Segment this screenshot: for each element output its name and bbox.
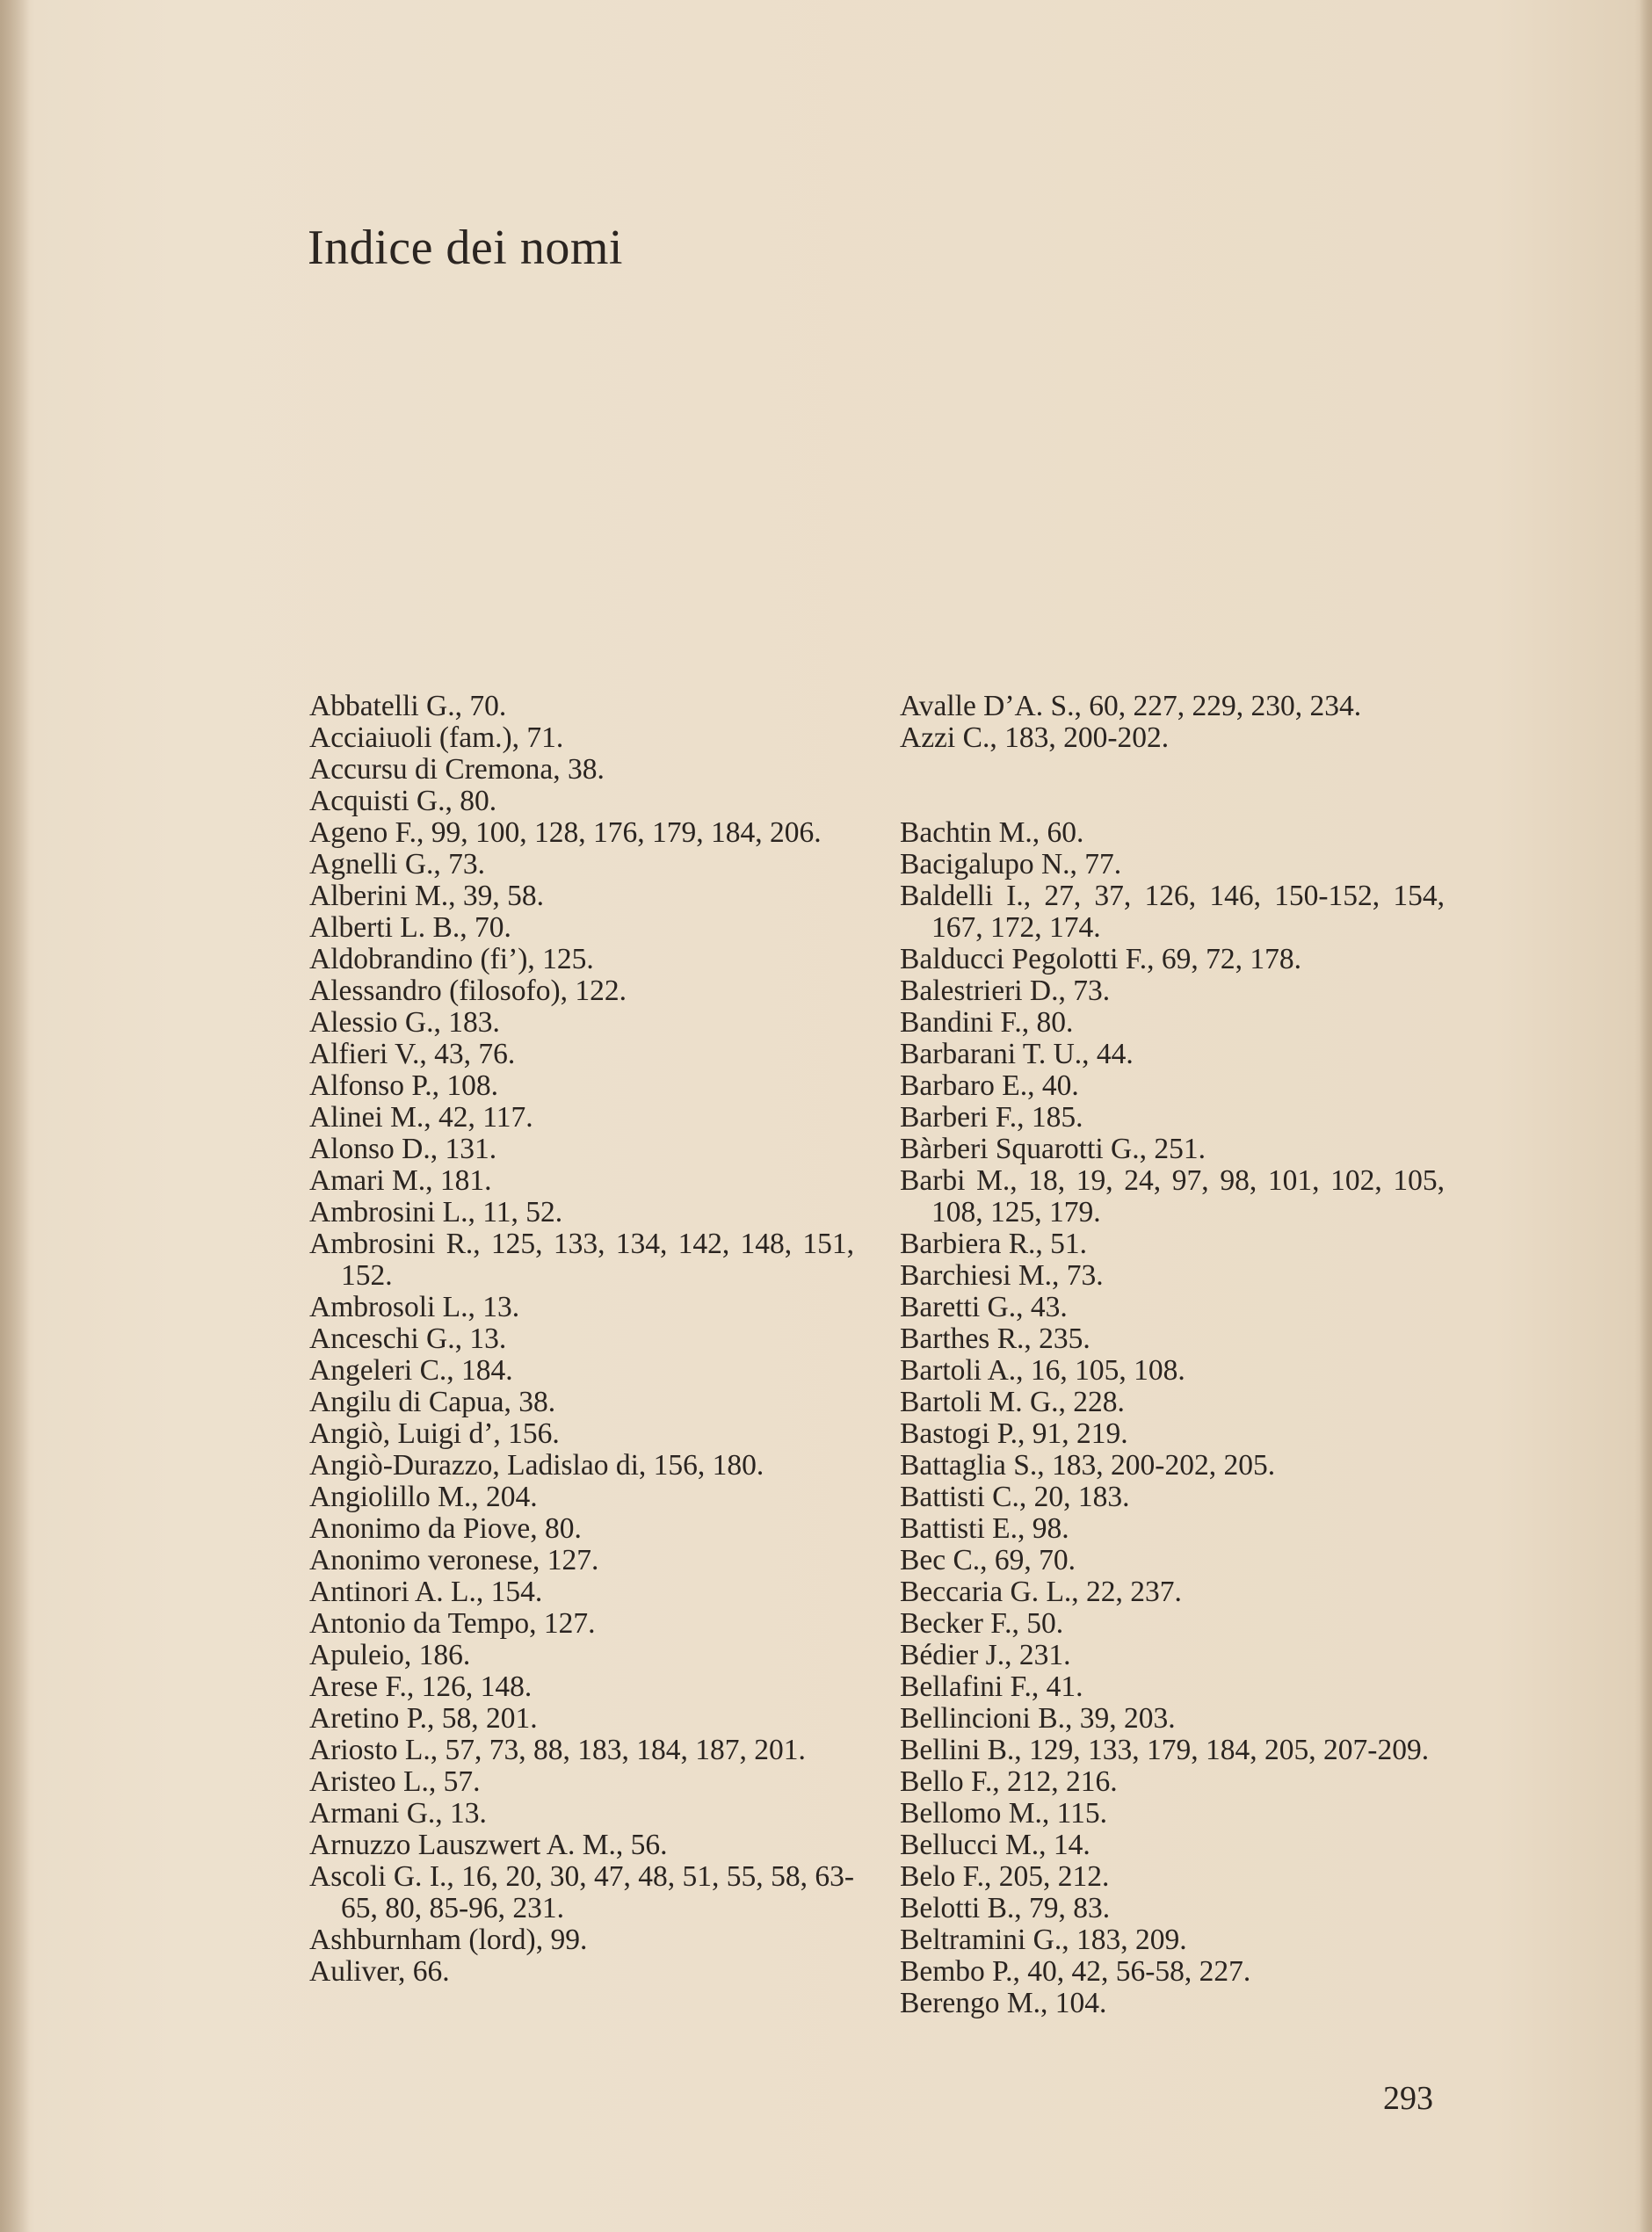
index-entry: Ascoli G. I., 16, 20, 30, 47, 48, 51, 55, 58, 63-65, 80, 85-96, 231. — [309, 1860, 854, 1924]
index-entry: Angeleri C., 184. — [309, 1354, 513, 1387]
index-entry: Ashburnham (lord), 99. — [309, 1924, 588, 1956]
index-entry: Arese F., 126, 148. — [309, 1670, 533, 1703]
index-entry: Antonio da Tempo, 127. — [309, 1607, 596, 1640]
index-entry: Angilu di Capua, 38. — [309, 1386, 556, 1418]
index-entry: Battisti E., 98. — [900, 1512, 1069, 1545]
index-entry: Abbatelli G., 70. — [309, 690, 507, 722]
index-entry: Baretti G., 43. — [900, 1291, 1068, 1323]
index-entry: Aristeo L., 57. — [309, 1765, 481, 1798]
index-entry: Ambrosoli L., 13. — [309, 1291, 520, 1323]
index-entry: Baldelli I., 27, 37, 126, 146, 150-152, 154, 167, 172, 174. — [900, 880, 1445, 944]
index-entry: Bédier J., 231. — [900, 1639, 1071, 1671]
index-entry: Apuleio, 186. — [309, 1639, 471, 1671]
index-entry: Angiò-Durazzo, Ladislao di, 156, 180. — [309, 1449, 764, 1482]
index-entry: Ambrosini R., 125, 133, 134, 142, 148, 151, 152. — [309, 1228, 854, 1292]
index-entry: Battisti C., 20, 183. — [900, 1481, 1130, 1513]
index-entry: Bartoli M. G., 228. — [900, 1386, 1125, 1418]
index-entry: Barbiera R., 51. — [900, 1228, 1088, 1260]
index-entry: Bastogi P., 91, 219. — [900, 1417, 1128, 1450]
index-entry: Armani G., 13. — [309, 1797, 487, 1830]
spine-shadow — [0, 0, 30, 2232]
index-entry: Barchiesi M., 73. — [900, 1259, 1104, 1292]
index-entry: Avalle D’A. S., 60, 227, 229, 230, 234. — [900, 690, 1362, 722]
index-entry: Alessandro (filosofo), 122. — [309, 975, 627, 1007]
index-entry: Auliver, 66. — [309, 1955, 450, 1988]
index-entry: Bellafini F., 41. — [900, 1670, 1083, 1703]
index-entry: Bachtin M., 60. — [900, 816, 1084, 849]
page-number: 293 — [1383, 2080, 1433, 2117]
page-title: Indice dei nomi — [308, 221, 623, 275]
index-entry: Anonimo da Piove, 80. — [309, 1512, 582, 1545]
index-entry: Alfieri V., 43, 76. — [309, 1038, 516, 1070]
index-entry: Aldobrandino (fi’), 125. — [309, 943, 594, 975]
index-entry: Alonso D., 131. — [309, 1133, 497, 1165]
index-entry: Angiò, Luigi d’, 156. — [309, 1417, 560, 1450]
index-entry: Ariosto L., 57, 73, 88, 183, 184, 187, 201. — [309, 1734, 806, 1766]
index-column-right — [900, 691, 1445, 2019]
index-entry: Acquisti G., 80. — [309, 785, 497, 817]
index-entry: Azzi C., 183, 200-202. — [900, 721, 1170, 754]
index-entry: Bec C., 69, 70. — [900, 1544, 1076, 1576]
index-entry: Beltramini G., 183, 209. — [900, 1924, 1187, 1956]
index-entry: Arnuzzo Lauszwert A. M., 56. — [309, 1829, 668, 1861]
letter-group-gap — [900, 754, 1445, 817]
index-entry: Becker F., 50. — [900, 1607, 1064, 1640]
index-entry: Anceschi G., 13. — [309, 1323, 507, 1355]
index-entry: Bello F., 212, 216. — [900, 1765, 1118, 1798]
index-column-left — [309, 691, 854, 1988]
index-entry: Ambrosini L., 11, 52. — [309, 1196, 563, 1228]
index-entry: Barbaro E., 40. — [900, 1069, 1079, 1102]
index-entry: Berengo M., 104. — [900, 1987, 1107, 2019]
index-entry: Ageno F., 99, 100, 128, 176, 179, 184, 206. — [309, 816, 822, 849]
index-entry: Accursu di Cremona, 38. — [309, 753, 605, 786]
index-entry: Belo F., 205, 212. — [900, 1860, 1110, 1893]
index-entry: Aretino P., 58, 201. — [309, 1702, 538, 1735]
index-entry: Bellomo M., 115. — [900, 1797, 1108, 1830]
index-entry: Barthes R., 235. — [900, 1323, 1090, 1355]
index-entry: Alessio G., 183. — [309, 1006, 500, 1039]
index-entry: Beccaria G. L., 22, 237. — [900, 1576, 1182, 1608]
index-entry: Alinei M., 42, 117. — [309, 1101, 533, 1134]
index-entry: Antinori A. L., 154. — [309, 1576, 543, 1608]
index-entry: Barbarani T. U., 44. — [900, 1038, 1134, 1070]
index-entry: Balestrieri D., 73. — [900, 975, 1111, 1007]
index-entry: Acciaiuoli (fam.), 71. — [309, 721, 564, 754]
index-entry: Alberini M., 39, 58. — [309, 880, 545, 912]
index-entry: Belotti B., 79, 83. — [900, 1892, 1111, 1924]
index-entry: Bembo P., 40, 42, 56-58, 227. — [900, 1955, 1251, 1988]
index-entry: Amari M., 181. — [309, 1164, 492, 1197]
index-entry: Barbi M., 18, 19, 24, 97, 98, 101, 102, 105, 108, 125, 179. — [900, 1164, 1445, 1228]
index-entry: Bartoli A., 16, 105, 108. — [900, 1354, 1185, 1387]
page-edge — [1640, 0, 1652, 2232]
index-entry: Alberti L. B., 70. — [309, 911, 511, 944]
index-entry: Bellini B., 129, 133, 179, 184, 205, 207-209. — [900, 1734, 1430, 1766]
index-entry: Anonimo veronese, 127. — [309, 1544, 599, 1576]
index-entry: Bàrberi Squarotti G., 251. — [900, 1133, 1206, 1165]
index-entry: Angiolillo M., 204. — [309, 1481, 538, 1513]
index-entry: Agnelli G., 73. — [309, 848, 486, 880]
index-entry: Alfonso P., 108. — [309, 1069, 498, 1102]
index-entry: Battaglia S., 183, 200-202, 205. — [900, 1449, 1276, 1482]
index-entry: Balducci Pegolotti F., 69, 72, 178. — [900, 943, 1301, 975]
index-entry: Bellincioni B., 39, 203. — [900, 1702, 1176, 1735]
index-entry: Bacigalupo N., 77. — [900, 848, 1122, 880]
index-entry: Barberi F., 185. — [900, 1101, 1083, 1134]
index-entry: Bellucci M., 14. — [900, 1829, 1090, 1861]
index-entry: Bandini F., 80. — [900, 1006, 1074, 1039]
